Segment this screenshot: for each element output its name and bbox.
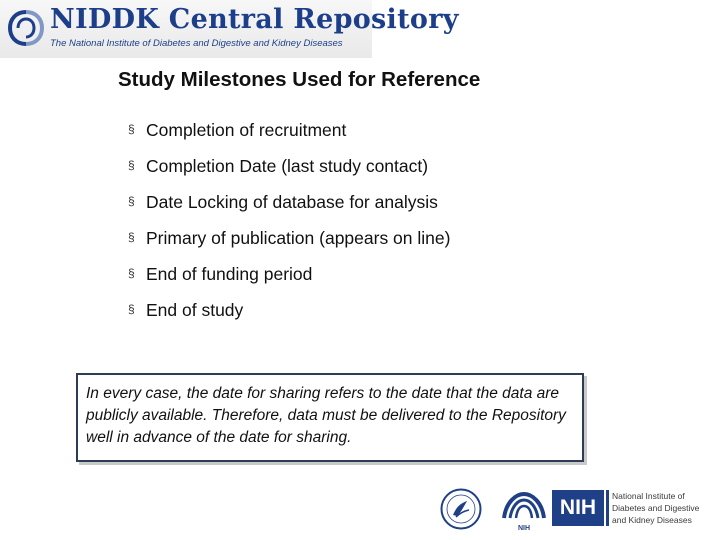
list-item — [128, 264, 450, 300]
bullet-marker: § — [128, 230, 135, 244]
bullet-marker: § — [128, 266, 135, 280]
logo-subtitle: The National Institute of Diabetes and Digestive and Kidney Diseases — [50, 38, 343, 49]
note-text: In every case, the date for sharing refers to the date that the data are publicly available. Therefore, data must be delivered to the Repository well in advance of the date for sharing. — [86, 385, 566, 446]
list-item — [128, 228, 450, 264]
note-box — [76, 373, 584, 462]
logo-title: NIDDK Central Repository — [50, 4, 459, 35]
bullet-marker: § — [128, 194, 135, 208]
nih-institute-name — [612, 490, 720, 526]
list-item-label: Completion Date (last study contact) — [146, 156, 429, 176]
milestone-list — [128, 120, 450, 336]
footer-logos — [430, 482, 720, 534]
list-item-label: Date Locking of database for analysis — [146, 192, 438, 212]
list-item-label: Primary of publication (appears on line) — [146, 228, 451, 248]
bullet-marker: § — [128, 158, 135, 172]
nih-arch-label: NIH — [517, 525, 531, 532]
nih-name-line: and Kidney Diseases — [612, 515, 692, 525]
hhs-seal-icon — [440, 488, 482, 530]
bullet-marker: § — [128, 122, 135, 136]
list-item — [128, 300, 450, 336]
nih-name-line: National Institute of — [612, 491, 685, 501]
list-item-label: End of study — [146, 300, 244, 320]
slide-title: Study Milestones Used for Reference — [118, 68, 481, 91]
niddk-logo-icon — [6, 8, 46, 48]
list-item — [128, 192, 450, 228]
list-item — [128, 120, 450, 156]
bullet-marker: § — [128, 302, 135, 316]
list-item-label: End of funding period — [146, 264, 313, 284]
list-item-label: Completion of recruitment — [146, 120, 347, 140]
niddk-logo — [0, 0, 459, 58]
nih-box: NIH — [552, 490, 604, 526]
nih-name-line: Diabetes and Digestive — [612, 503, 700, 513]
nih-divider — [606, 490, 609, 526]
list-item — [128, 156, 450, 192]
nih-arch-icon — [498, 488, 550, 532]
